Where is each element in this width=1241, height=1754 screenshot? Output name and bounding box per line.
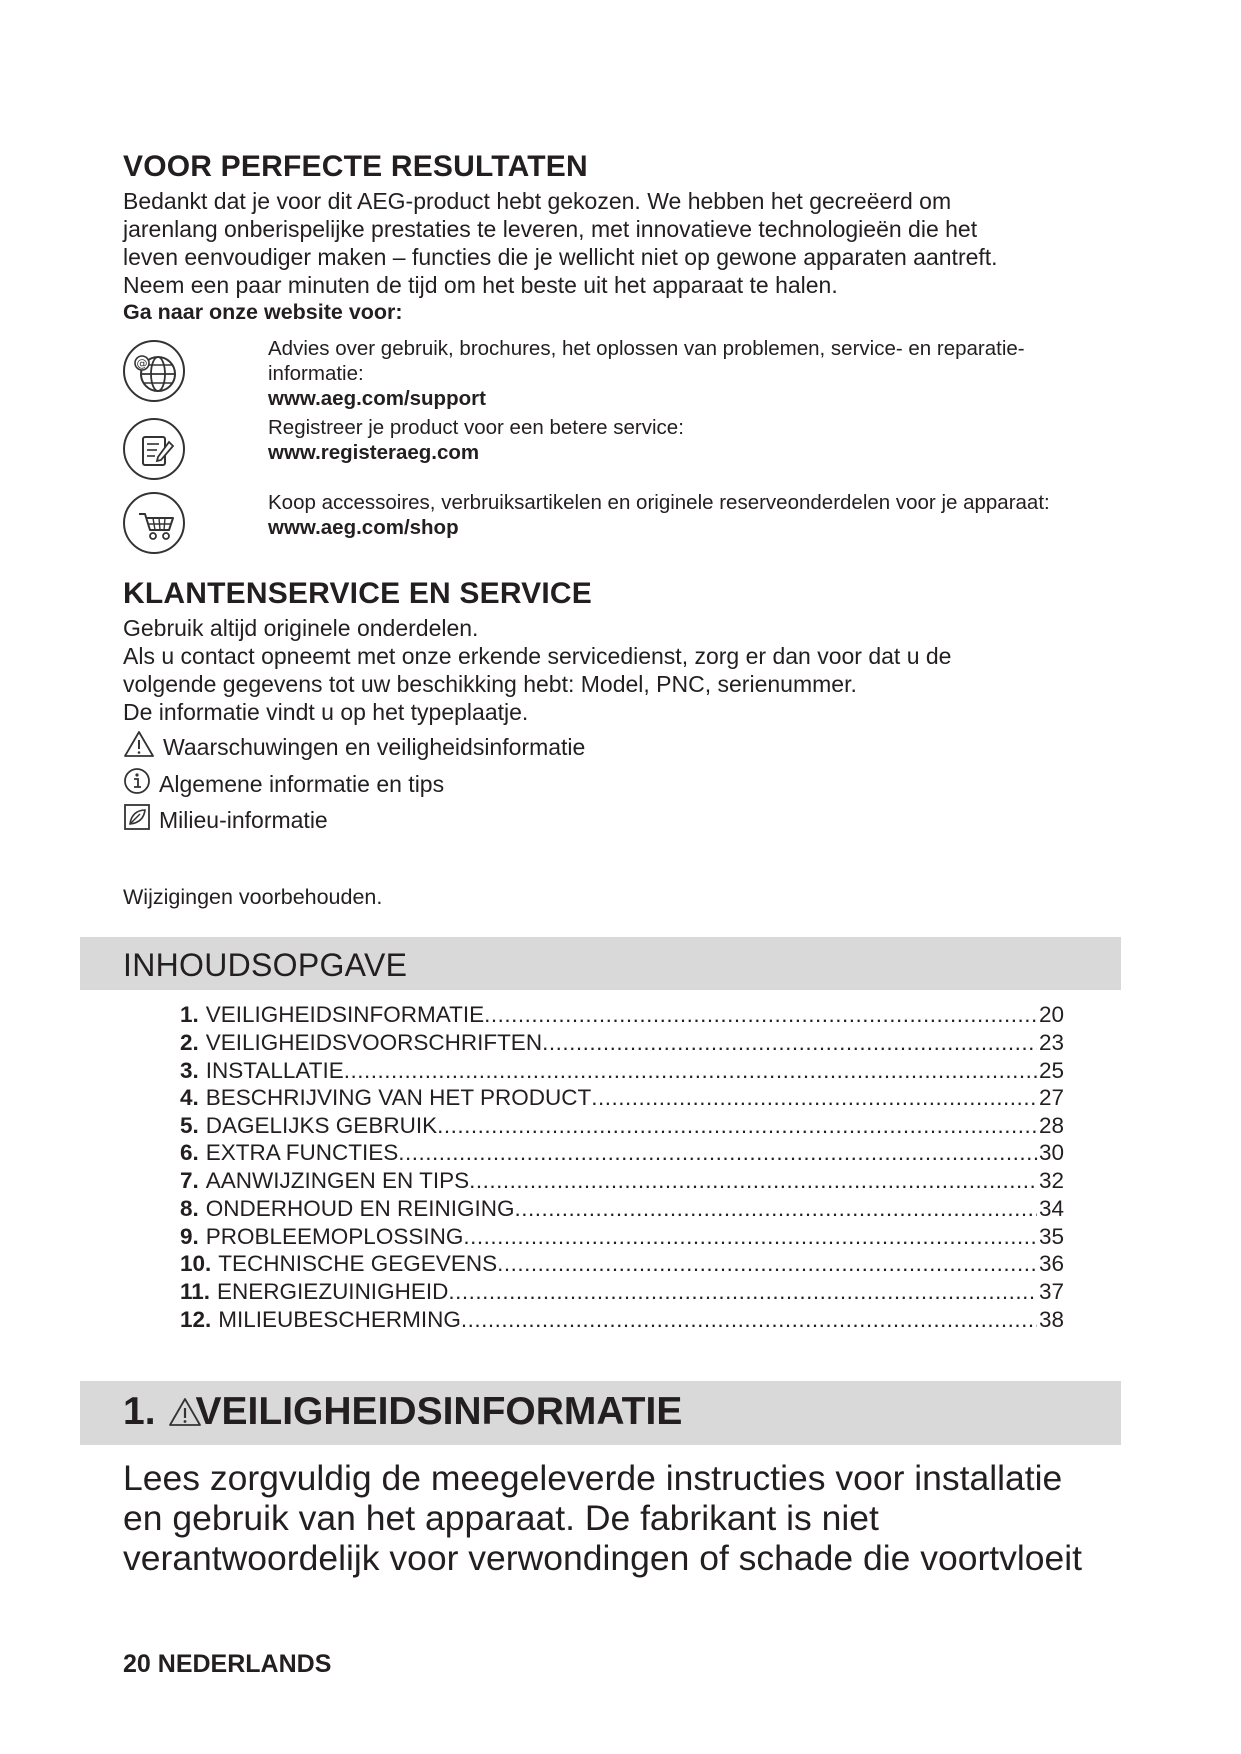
globe-at-icon [123,340,185,402]
toc-item-label: VEILIGHEIDSVOORSCHRIFTEN [205,1030,543,1055]
web-item-shop [268,490,1050,540]
toc-item-number: 5. [180,1113,199,1138]
section1-intro [123,1458,1082,1578]
toc-leader-dots [497,1251,1037,1277]
toc-item-label: INSTALLATIE [205,1058,344,1083]
toc-item-label: VEILIGHEIDSINFORMATIE [205,1002,485,1027]
toc-item-page: 35 [1038,1224,1064,1249]
legend-environment [123,803,328,837]
customer-service-heading: KLANTENSERVICE EN SERVICE [123,577,592,610]
toc-item-number: 1. [180,1002,199,1027]
legend-label: Algemene informatie en tips [159,770,445,797]
toc-item-label: ENERGIEZUINIGHEID [217,1279,449,1304]
section1-line: en gebruik van het apparaat. De fabrikant is niet [123,1498,879,1538]
support-link[interactable]: www.aeg.com/support [268,387,486,410]
page-number: 20 [123,1650,151,1678]
toc-item-number: 12. [180,1307,212,1332]
toc-item-page: 23 [1038,1030,1064,1055]
toc-item-label: PROBLEEMOPLOSSING [205,1224,464,1249]
toc-item-label: AANWIJZINGEN EN TIPS [205,1168,470,1193]
toc-item-number: 6. [180,1140,199,1165]
website-intro: Ga naar onze website voor: [123,300,403,324]
toc-leader-dots [515,1196,1037,1222]
section1-heading [123,1390,682,1434]
toc-item-number: 11. [180,1279,211,1304]
perfect-results-heading: VOOR PERFECTE RESULTATEN [123,150,588,183]
toc-item-page: 34 [1038,1196,1064,1221]
toc-item-page: 25 [1038,1058,1064,1083]
toc-item[interactable] [180,1307,1064,1335]
toc-item-number: 7. [180,1168,199,1193]
perfect-results-intro [123,187,998,299]
toc-item-number: 2. [180,1030,199,1055]
toc-item[interactable] [180,1113,1064,1141]
toc-item-label: TECHNISCHE GEGEVENS [218,1251,498,1276]
toc-leader-dots [469,1168,1037,1194]
intro-line: jarenlang onberispelijke prestaties te leveren, met innovatieve technologieën die het [123,216,978,242]
toc-leader-dots [398,1140,1037,1166]
shop-link[interactable]: www.aeg.com/shop [268,516,459,539]
toc-item-label: EXTRA FUNCTIES [205,1140,399,1165]
toc-leader-dots [542,1030,1037,1056]
toc-item-label: DAGELIJKS GEBRUIK [205,1113,438,1138]
section1-title: VEILIGHEIDSINFORMATIE [195,1390,683,1433]
toc-leader-dots [484,1002,1037,1028]
toc-leader-dots [437,1113,1037,1139]
legend-warning [123,730,585,764]
toc-item-page: 32 [1038,1168,1064,1193]
toc-item[interactable] [180,1224,1064,1252]
customer-service-body [123,614,951,726]
toc-item-number: 9. [180,1224,199,1249]
changes-reserved-note: Wijzigingen voorbehouden. [123,885,383,909]
toc-item-number: 3. [180,1058,199,1083]
web-item-register [268,415,684,465]
toc-item[interactable] [180,1030,1064,1058]
toc-item-page: 27 [1038,1085,1064,1110]
web-item-text: informatie: [268,362,364,385]
toc-item[interactable] [180,1002,1064,1030]
toc-item[interactable] [180,1085,1064,1113]
toc-leader-dots [461,1307,1037,1333]
page-footer [123,1650,331,1679]
web-item-text: Registreer je product voor een betere service: [268,416,684,439]
service-line: De informatie vindt u op het typeplaatje. [123,699,529,725]
toc-item[interactable] [180,1140,1064,1168]
toc-item[interactable] [180,1196,1064,1224]
service-line: volgende gegevens tot uw beschikking hebt: Model, PNC, serienummer. [123,671,857,697]
toc-item[interactable] [180,1251,1064,1279]
toc-item[interactable] [180,1058,1064,1086]
toc-item-page: 30 [1038,1140,1064,1165]
section1-number: 1. [123,1390,156,1433]
toc-item-page: 20 [1038,1002,1064,1027]
service-line: Gebruik altijd originele onderdelen. [123,615,479,641]
toc-item-number: 4. [180,1085,199,1110]
toc-item[interactable] [180,1279,1064,1307]
shopping-cart-icon [123,492,185,554]
leaf-box-icon [123,803,151,837]
web-item-text: Advies over gebruik, brochures, het oplossen van problemen, service- en reparatie- [268,337,1025,360]
service-line: Als u contact opneemt met onze erkende servicedienst, zorg er dan voor dat u de [123,643,952,669]
legend-label: Milieu-informatie [159,806,328,833]
toc-item-number: 8. [180,1196,199,1221]
intro-line: Neem een paar minuten de tijd om het beste uit het apparaat te halen. [123,272,838,298]
register-link[interactable]: www.registeraeg.com [268,441,480,464]
svg-text:@: @ [136,357,148,370]
warning-triangle-icon [123,730,155,764]
footer-language: NEDERLANDS [157,1650,332,1678]
toc-item-number: 10. [180,1251,212,1276]
web-item-support [268,336,1025,411]
toc-item-page: 38 [1038,1307,1064,1332]
toc-item-page: 36 [1038,1251,1064,1276]
toc-leader-dots [463,1224,1037,1250]
toc-leader-dots [448,1279,1037,1305]
toc-leader-dots [591,1085,1037,1111]
toc-item-page: 28 [1038,1113,1064,1138]
toc-item-label: ONDERHOUD EN REINIGING [205,1196,515,1221]
section1-line: verantwoordelijk voor verwondingen of schade die voortvloeit [123,1538,1083,1578]
legend-info [123,767,444,801]
info-circle-icon [123,767,151,801]
toc-item[interactable] [180,1168,1064,1196]
register-pen-icon [123,418,185,480]
legend-label: Waarschuwingen en veiligheidsinformatie [163,733,586,760]
intro-line: leven eenvoudiger maken – functies die je wellicht niet op gewone apparaten aantreft. [123,244,998,270]
toc-item-page: 37 [1038,1279,1064,1304]
web-item-text: Koop accessoires, verbruiksartikelen en originele reserveonderdelen voor je apparaat: [268,491,1050,514]
section1-line: Lees zorgvuldig de meegeleverde instructies voor installatie [123,1458,1063,1498]
toc-item-label: BESCHRIJVING VAN HET PRODUCT [205,1085,592,1110]
toc-item-label: MILIEUBESCHERMING [218,1307,461,1332]
toc-leader-dots [344,1058,1037,1084]
intro-line: Bedankt dat je voor dit AEG-product hebt gekozen. We hebben het gecreëerd om [123,188,952,214]
toc-title: INHOUDSOPGAVE [123,947,408,983]
